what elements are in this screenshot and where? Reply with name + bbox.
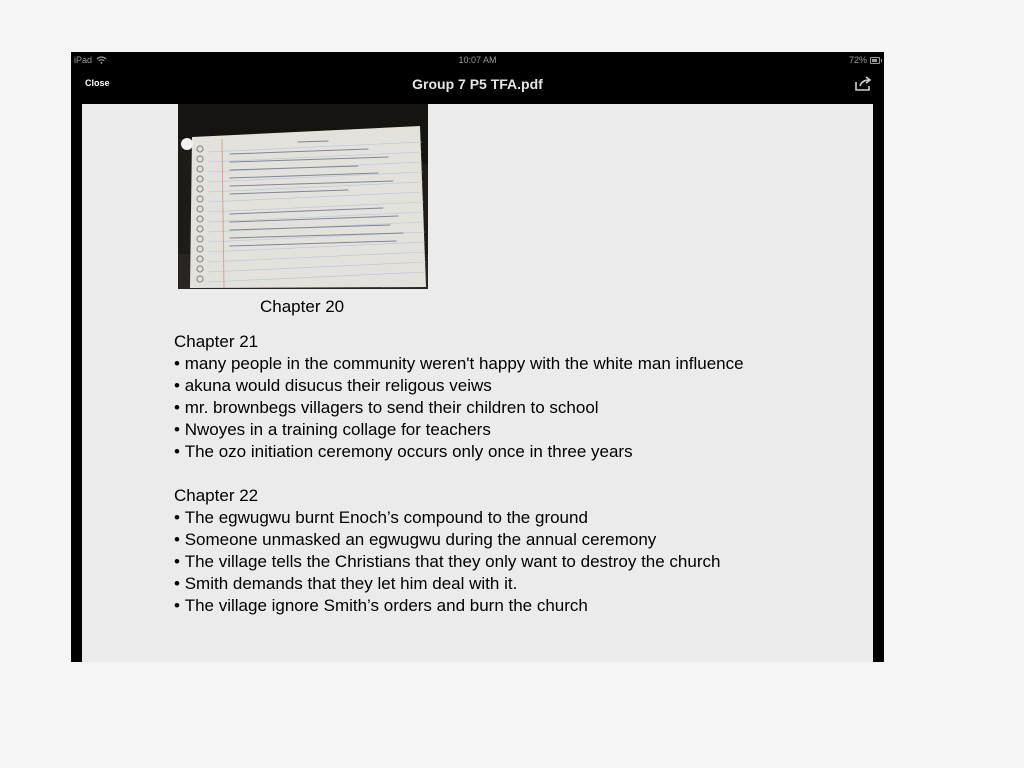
list-item: • akuna would disucus their religous veiws [174,375,864,397]
share-icon[interactable] [854,76,872,92]
list-item: • The village ignore Smith’s orders and burn the church [174,595,864,617]
list-item: • The egwugwu burnt Enoch’s compound to the ground [174,507,864,529]
pdf-page [82,104,873,662]
section-heading: Chapter 21 [174,332,259,351]
status-time: 10:07 AM [458,55,497,65]
list-item: • The ozo initiation ceremony occurs only once in three years [174,441,864,463]
battery-percent: 72% [848,55,867,65]
list-item: • Someone unmasked an egwugwu during the annual ceremony [174,529,864,551]
chapter-22-section [174,485,864,617]
close-button[interactable]: Close [85,78,110,88]
ipad-screen [71,52,884,662]
notes-body [174,331,864,639]
list-item: • The village tells the Christians that they only want to destroy the church [174,551,864,573]
battery-icon [870,57,880,64]
status-right [849,55,880,65]
image-caption: Chapter 20 [260,297,345,316]
status-bar [71,52,884,68]
nav-bar [71,68,884,104]
notebook-photo [178,104,428,289]
document-title: Group 7 P5 TFA.pdf [412,76,543,92]
device-name: iPad [74,55,93,65]
list-item: • Nwoyes in a training collage for teachers [174,419,864,441]
list-item: • many people in the community weren't happy with the white man influence [174,353,864,375]
list-item: • Smith demands that they let him deal with it. [174,573,864,595]
chapter-21-section [174,331,864,463]
list-item: • mr. brownbegs villagers to send their children to school [174,397,864,419]
section-heading: Chapter 22 [174,486,259,505]
